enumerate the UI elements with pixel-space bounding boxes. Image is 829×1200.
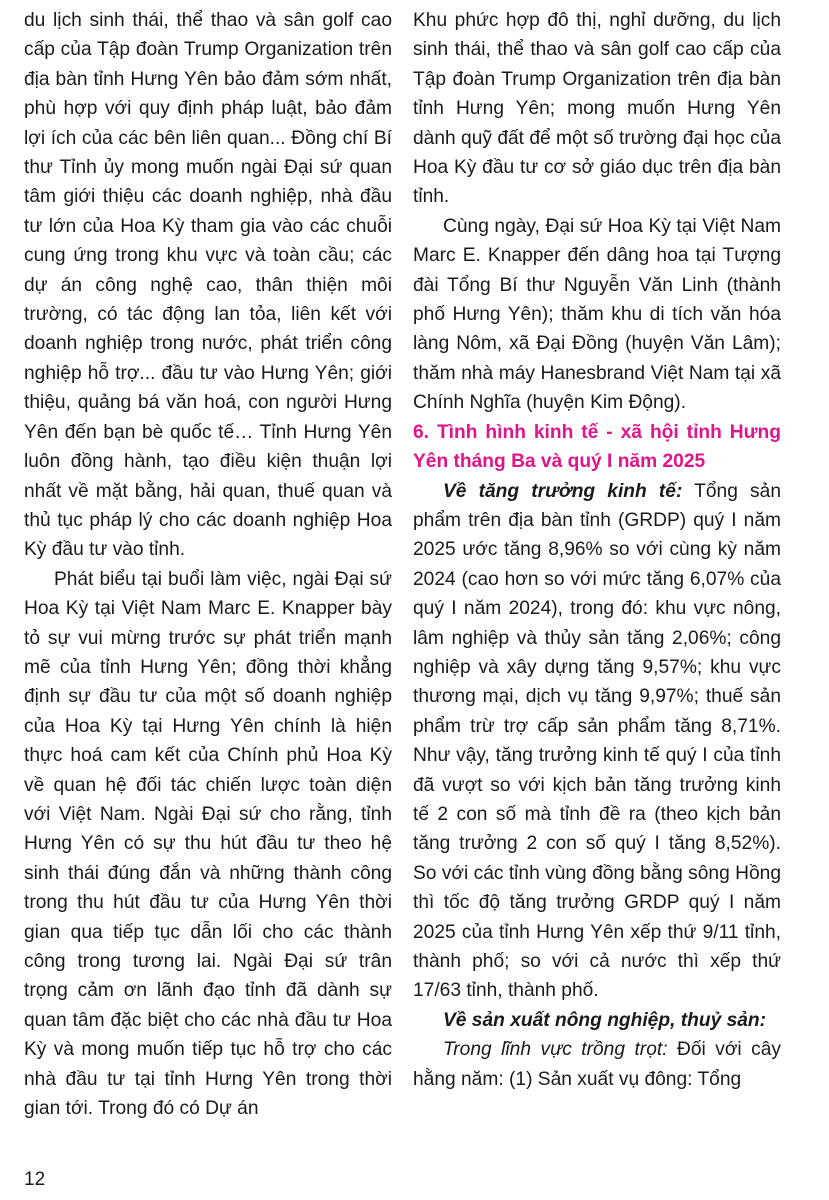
section-heading: 6. Tình hình kinh tế - xã hội tỉnh Hưng Yên tháng Ba và quý I năm 2025: [413, 421, 781, 473]
page-number: 12: [24, 1169, 46, 1190]
left-column: [24, 6, 392, 1123]
paragraph-economic-growth: [413, 477, 781, 1006]
paragraph-3: Khu phức hợp đô thị, nghỉ dưỡng, du lịch sinh thái, thể thao và sân golf cao cấp của Tập đoàn Trump Organization trên địa bàn tỉnh Hưng Yên; mong muốn Hưng Yên dành quỹ đất để một số trường đại học của Hoa Kỳ đầu tư cơ sở giáo dục trên địa bàn tỉnh.: [413, 10, 781, 208]
paragraph-1: du lịch sinh thái, thể thao và sân golf cao cấp của Tập đoàn Trump Organization trên địa bàn tỉnh Hưng Yên bảo đảm sớm nhất, phù hợp với quy định pháp luật, bảo đảm lợi ích của các bên liên quan... Đồng chí Bí thư Tỉnh ủy mong muốn ngài Đại sứ quan tâm giới thiệu các doanh nghiệp, nhà đầu tư lớn của Hoa Kỳ tham gia vào các chuỗi cung ứng trong khu vực và toàn cầu; các dự án công nghệ cao, thân thiện môi trường, có tác động lan tỏa, liên kết với doanh nghiệp trong nước, phát triển công nghiệp hỗ trợ... đầu tư vào Hưng Yên; giới thiệu, quảng bá văn hoá, con người Hưng Yên đến bạn bè quốc tế… Tỉnh Hưng Yên luôn đồng hành, tạo điều kiện thuận lợi nhất về mặt bằng, hải quan, thuế quan và thủ tục pháp lý cho các doanh nghiệp Hoa Kỳ đầu tư vào tỉnh.: [24, 10, 392, 561]
paragraph-agriculture-heading: [413, 1006, 781, 1035]
economic-growth-body: Tổng sản phẩm trên địa bàn tỉnh (GRDP) quý I năm 2025 ước tăng 8,96% so với cùng kỳ năm 2024 (cao hơn so với mức tăng 6,07% của quý I năm 2024), trong đó: khu vực nông, lâm nghiệp và thủy sản tăng 2,06%; công nghiệp và xây dựng tăng 9,57%; khu vực thương mại, dịch vụ tăng 9,97%; thuế sản phẩm trừ trợ cấp sản phẩm tăng 8,71%. Như vậy, tăng trưởng kinh tế quý I của tỉnh đã vượt so với kịch bản tăng trưởng kinh tế 2 con số mà tỉnh đề ra (theo kịch bản tăng trưởng 2 con số quý I tăng 8,52%). So với các tỉnh vùng đồng bằng sông Hồng thì tốc độ tăng trưởng GRDP quý I năm 2025 của tỉnh Hưng Yên xếp thứ 9/11 tỉnh, thành phố; so với cả nước thì xếp thứ 17/63 tỉnh, thành phố.: [413, 480, 781, 1002]
cultivation-body: Đối với cây hằng năm: (1) Sản xuất vụ đông: Tổng: [413, 1039, 781, 1090]
paragraph-4: Cùng ngày, Đại sứ Hoa Kỳ tại Việt Nam Marc E. Knapper đến dâng hoa tại Tượng đài Tổng Bí thư Nguyễn Văn Linh (thành phố Hưng Yên); thăm khu di tích văn hóa làng Nôm, xã Đại Đồng (huyện Văn Lâm); thăm nhà máy Hanesbrand Việt Nam tại xã Chính Nghĩa (huyện Kim Động).: [413, 215, 781, 414]
cultivation-lead: Trong lĩnh vực trồng trọt:: [443, 1039, 668, 1061]
right-column: [413, 6, 781, 1094]
agriculture-lead: Về sản xuất nông nghiệp, thuỷ sản:: [443, 1009, 767, 1031]
paragraph-cultivation: [413, 1035, 781, 1094]
economic-growth-lead: Về tăng trưởng kinh tế:: [443, 480, 683, 502]
paragraph-2: Phát biểu tại buổi làm việc, ngài Đại sứ Hoa Kỳ tại Việt Nam Marc E. Knapper bày tỏ sự vui mừng trước sự phát triển mạnh mẽ của tỉnh Hưng Yên; đồng thời khẳng định sự đầu tư của một số doanh nghiệp của Hoa Kỳ tại Hưng Yên chính là hiện thực hoá cam kết của Chính phủ Hoa Kỳ về quan hệ đối tác chiến lược toàn diện với Việt Nam. Ngài Đại sứ cho rằng, tỉnh Hưng Yên có sự thu hút đầu tư theo hệ sinh thái đúng đắn và những thành công trong thu hút đầu tư của Hưng Yên thời gian qua tiếp tục dẫn lối cho các thành công trong tương lai. Ngài Đại sứ trân trọng cảm ơn lãnh đạo tỉnh đã dành sự quan tâm đặc biệt cho các nhà đầu tư Hoa Kỳ và mong muốn tiếp tục hỗ trợ cho các nhà đầu tư tại tỉnh Hưng Yên trong thời gian tới. Trong đó có Dự án: [24, 568, 392, 1120]
